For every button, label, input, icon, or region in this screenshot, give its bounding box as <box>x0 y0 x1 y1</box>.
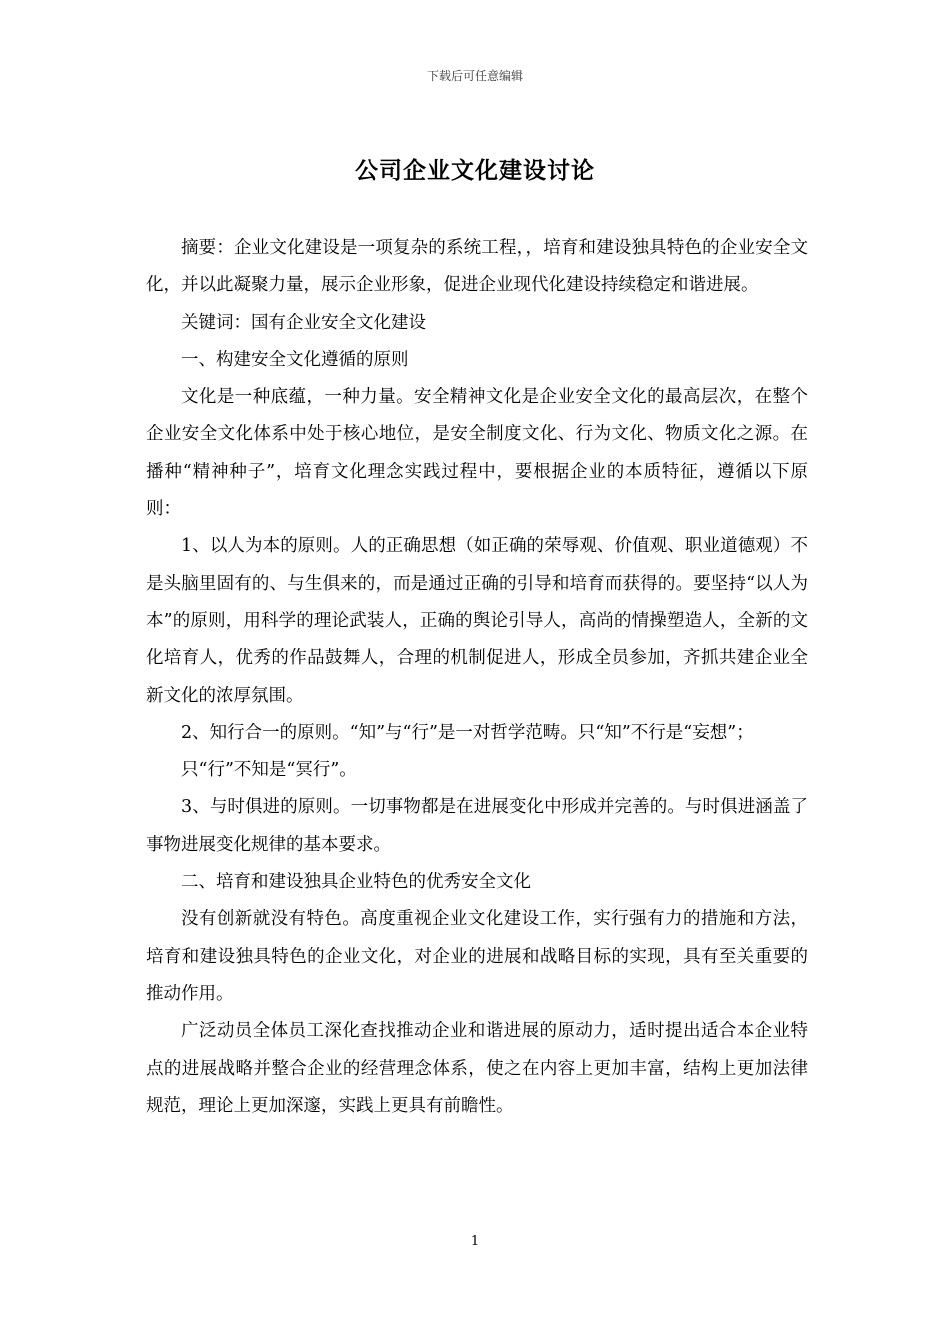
body-paragraph: 文化是一种底蕴，一种力量。安全精神文化是企业安全文化的最高层次，在整个企业安全文化体系中处于核心地位，是安全制度文化、行为文化、物质文化之源。在播种“精神种子”，培育文化理念实践过程中，要根据企业的本质特征，遵循以下原则： <box>146 387 808 520</box>
document-body <box>146 230 808 1125</box>
section-heading-1: 一、构建安全文化遵循的原则 <box>181 349 409 370</box>
body-paragraph: 只“行”不知是“冥行”。 <box>181 760 357 781</box>
header-note: 下载后可任意编辑 <box>426 69 523 83</box>
body-paragraph: 2、知行合一的原则。“知”与“行”是一对哲学范畴。只“知”不行是“妄想”； <box>181 722 754 743</box>
section-heading-2: 二、培育和建设独具企业特色的优秀安全文化 <box>181 872 531 893</box>
abstract-paragraph: 摘要：企业文化建设是一项复杂的系统工程，，培育和建设独具特色的企业安全文化，并以此凝聚力量，展示企业形象，促进企业现代化建设持续稳定和谐进展。 <box>146 238 808 296</box>
page-number: 1 <box>470 1234 480 1249</box>
body-paragraph: 1、以人为本的原则。人的正确思想（如正确的荣辱观、价值观、职业道德观）不是头脑里固有的、与生俱来的，而是通过正确的引导和培育而获得的。要坚持“以人为本”的原则，用科学的理论武装人，正确的舆论引导人，高尚的情操塑造人，全新的文化培育人，优秀的作品鼓舞人，合理的机制促进人，形成全员参加，齐抓共建企业全新文化的浓厚氛围。 <box>146 536 808 706</box>
document-title: 公司企业文化建设讨论 <box>355 157 595 184</box>
keywords-paragraph: 关键词：国有企业安全文化建设 <box>181 312 426 333</box>
body-paragraph: 没有创新就没有特色。高度重视企业文化建设工作，实行强有力的措施和方法，培育和建设独具特色的企业文化，对企业的进展和战略目标的实现，具有至关重要的推动作用。 <box>146 909 808 1004</box>
body-paragraph: 广泛动员全体员工深化查找推动企业和谐进展的原动力，适时提出适合本企业特点的进展战略并整合企业的经营理念体系，使之在内容上更加丰富，结构上更加法律规范，理论上更加深邃，实践上更具有前瞻性。 <box>146 1021 808 1116</box>
body-paragraph: 3、与时俱进的原则。一切事物都是在进展变化中形成并完善的。与时俱进涵盖了事物进展变化规律的基本要求。 <box>146 797 808 855</box>
